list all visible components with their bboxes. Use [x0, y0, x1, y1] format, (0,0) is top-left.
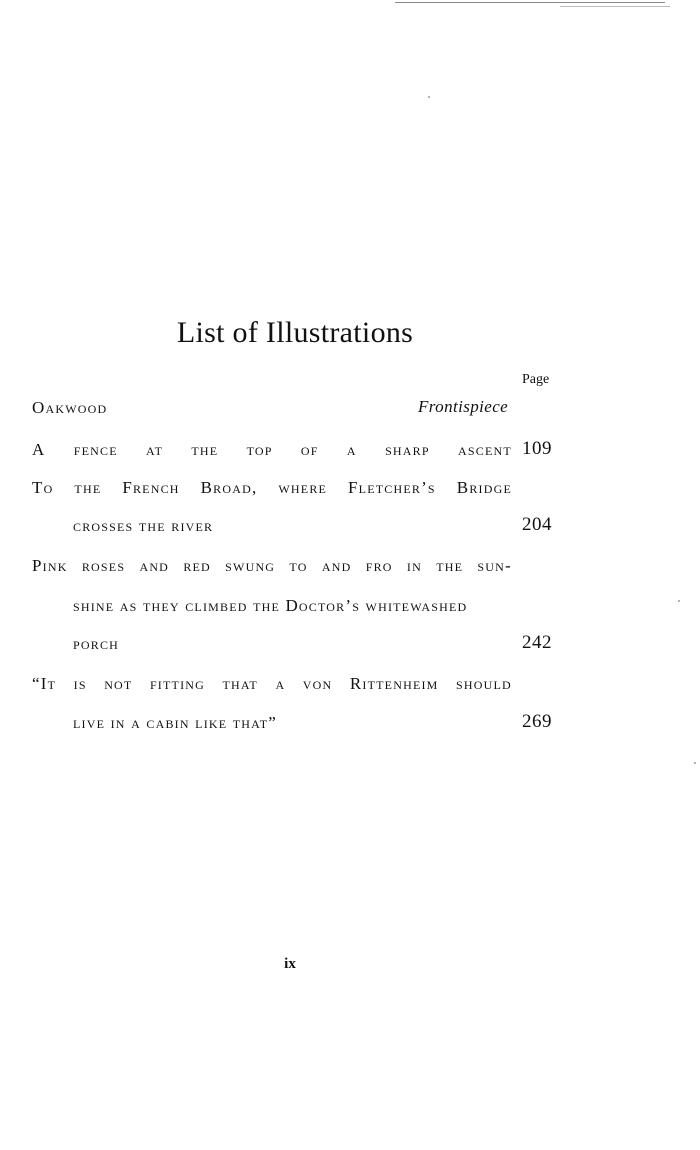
- entry-french-broad-line-2: crosses the river: [73, 516, 214, 535]
- top-edge-rule-faint: [560, 6, 670, 7]
- entry-pink-roses-line-2: shine as they climbed the Doctor’s whitewashed: [73, 596, 468, 615]
- entry-fence-page: 109: [522, 438, 552, 459]
- top-edge-rule: [395, 2, 665, 3]
- entry-rittenheim-page: 269: [522, 711, 552, 732]
- entry-french-broad-line-1: To the French Broad, where Fletcher’s Bridge: [32, 478, 512, 497]
- entry-pink-roses-line-3: porch: [73, 634, 120, 653]
- paper-speck: [694, 762, 696, 764]
- page-column-heading: Page: [522, 372, 550, 387]
- page-folio: ix: [284, 956, 296, 972]
- page-title: List of Illustrations: [176, 316, 414, 349]
- entry-pink-roses-line-1: Pink roses and red swung to and fro in the sun-: [32, 556, 512, 575]
- entry-french-broad-page: 204: [522, 514, 552, 535]
- entry-oakwood-line: Oakwood: [32, 398, 108, 417]
- paper-speck: [428, 96, 430, 98]
- entry-rittenheim-line-1: “It is not fitting that a von Rittenheim should: [32, 674, 512, 693]
- paper-speck: [678, 600, 680, 602]
- entry-fence-line: A fence at the top of a sharp ascent: [32, 440, 512, 459]
- entry-rittenheim-line-2: live in a cabin like that”: [73, 713, 277, 732]
- entry-pink-roses-page: 242: [522, 632, 552, 653]
- frontispiece-label: Frontispiece: [418, 397, 509, 416]
